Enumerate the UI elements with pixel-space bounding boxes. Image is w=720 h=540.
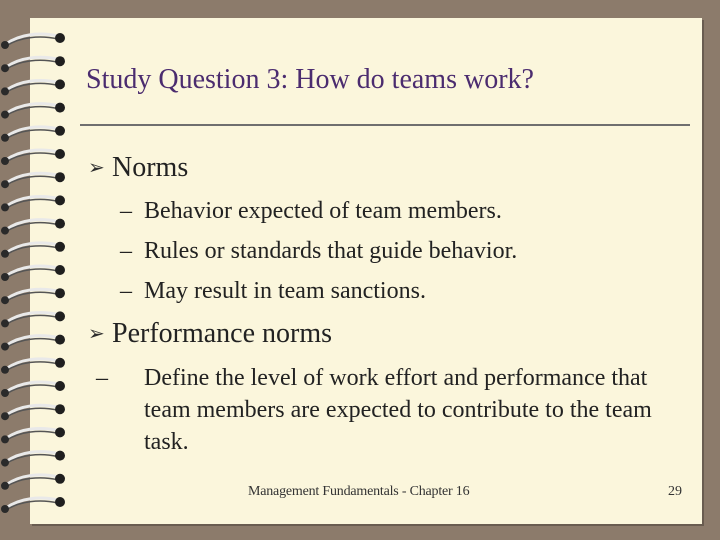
binding-hole xyxy=(55,358,65,368)
sub-item-text: Behavior expected of team members. xyxy=(144,198,502,224)
binding-hole xyxy=(55,335,65,345)
sub-item: – Behavior expected of team members. xyxy=(120,198,502,224)
binding-hole xyxy=(55,497,65,507)
footer-text: Management Fundamentals - Chapter 16 xyxy=(248,484,470,499)
binding-hole xyxy=(55,381,65,391)
binding-hole-left xyxy=(1,180,9,188)
page-title: Study Question 3: How do teams work? xyxy=(86,64,534,95)
sub-item-text: Rules or standards that guide behavior. xyxy=(144,238,518,264)
sub-item: – May result in team sanctions. xyxy=(120,278,426,304)
binding-hole-left xyxy=(1,203,9,211)
binding-hole xyxy=(55,149,65,159)
binding-hole xyxy=(55,172,65,182)
binding-hole xyxy=(55,56,65,66)
bullet-label: Performance norms xyxy=(112,318,333,349)
binding-hole-left xyxy=(1,343,9,351)
binding-hole-left xyxy=(1,250,9,258)
bullet-performance-norms xyxy=(88,318,332,350)
binding-hole xyxy=(55,126,65,136)
binding-hole xyxy=(55,311,65,321)
binding-hole-left xyxy=(1,111,9,119)
binding-hole xyxy=(55,33,65,43)
arrow-bullet-icon: ➢ xyxy=(88,321,105,345)
binding-hole-left xyxy=(1,412,9,420)
bullet-norms xyxy=(88,152,188,184)
binding-hole xyxy=(55,474,65,484)
binding-hole xyxy=(55,219,65,229)
bullet-label: Norms xyxy=(112,152,189,183)
binding-hole xyxy=(55,265,65,275)
sub-item-text: Define the level of work effort and performance that team members are expected to contribute to the team task. xyxy=(144,365,652,455)
binding-hole xyxy=(55,404,65,414)
binding-hole xyxy=(55,103,65,113)
binding-hole-left xyxy=(1,296,9,304)
binding-hole xyxy=(55,195,65,205)
binding-hole-left xyxy=(1,459,9,467)
binding-hole-left xyxy=(1,64,9,72)
sub-item: – Rules or standards that guide behavior. xyxy=(120,238,518,264)
binding-hole-left xyxy=(1,389,9,397)
page-number: 29 xyxy=(668,484,682,499)
binding-hole xyxy=(55,427,65,437)
binding-hole-left xyxy=(1,227,9,235)
binding-hole-left xyxy=(1,435,9,443)
binding-hole xyxy=(55,79,65,89)
binding-hole-left xyxy=(1,482,9,490)
arrow-bullet-icon: ➢ xyxy=(88,155,105,179)
binding-hole-left xyxy=(1,366,9,374)
binding-hole xyxy=(55,242,65,252)
title-divider xyxy=(80,124,690,126)
binding-hole xyxy=(55,451,65,461)
binding-hole-left xyxy=(1,505,9,513)
spiral-binding-icon xyxy=(0,0,80,540)
binding-hole-left xyxy=(1,157,9,165)
sub-item-text: May result in team sanctions. xyxy=(144,278,426,304)
binding-hole-left xyxy=(1,134,9,142)
binding-hole xyxy=(55,288,65,298)
binding-hole-left xyxy=(1,319,9,327)
binding-hole-left xyxy=(1,273,9,281)
binding-hole-left xyxy=(1,87,9,95)
sub-item: – Define the level of work effort and performance that team members are expected to contribute to the team task. xyxy=(96,365,652,455)
binding-hole-left xyxy=(1,41,9,49)
